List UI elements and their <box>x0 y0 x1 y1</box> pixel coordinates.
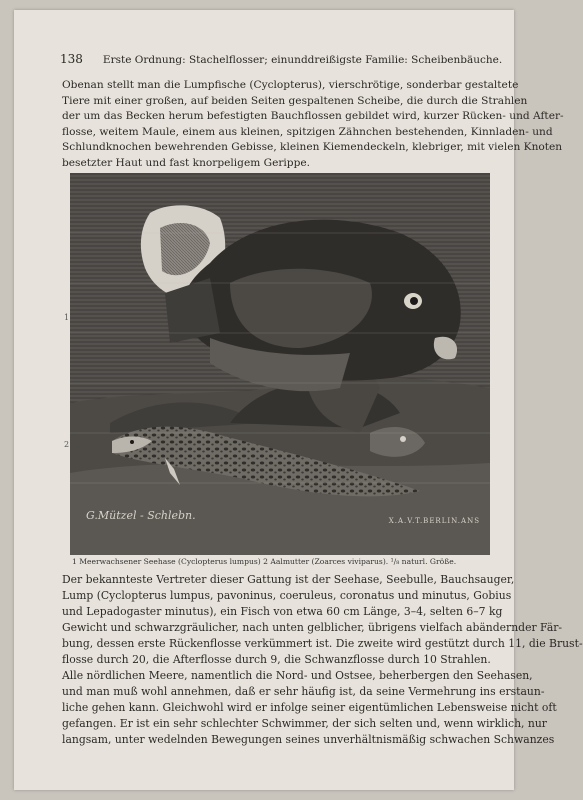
text-line: besetzter Haut und fast knorpeligem Gerippe. <box>62 156 311 169</box>
text-line: flosse, weitem Maule, einem aus kleinen, spitzigen Zähnchen bestehenden, Kinnladen- und <box>62 125 553 138</box>
text-line: flosse durch 20, die Afterflosse durch 9, die Schwanzflosse durch 10 Strahlen. <box>62 653 491 666</box>
text-line: Lump (Cyclopterus lumpus, pavoninus, coeruleus, coronatus und minutus, Gobius <box>62 589 512 602</box>
artist-signature: G.Mützel - Schlebn. <box>86 509 196 522</box>
text-line: und man muß wohl annehmen, daß er sehr häufig ist, da seine Vermehrung ins erstaun- <box>62 685 545 698</box>
text-line: der um das Becken herum befestigten Bauchflossen gebildet wird, kurzer Rücken- und After- <box>62 110 564 123</box>
engraving-illustration <box>70 173 490 555</box>
figure-caption: 1 Meerwachsener Seehase (Cyclopterus lumpus) 2 Aalmutter (Zoarces viviparus). ¹/₈ naturl. Größe. <box>72 557 457 566</box>
text-line: Alle nördlichen Meere, namentlich die Nord- und Ostsee, beherbergen den Seehasen, <box>62 669 533 682</box>
text-line: und Lepadogaster minutus), ein Fisch von etwa 60 cm Länge, 3–4, selten 6–7 kg <box>62 605 503 618</box>
running-title: Erste Ordnung: Stachelflosser; einunddreißigste Familie: Scheibenbäuche. <box>102 54 503 66</box>
book-page <box>14 10 583 790</box>
page-number: 138 <box>60 52 83 66</box>
text-line: bung, dessen erste Rückenflosse verkümmert ist. Die zweite wird gestützt durch 11, die Brust- <box>62 637 583 650</box>
figure-marker-2: 2 <box>64 440 70 449</box>
engraver-signature: X.A.V.T.BERLIN.ANS <box>388 517 480 525</box>
running-header <box>60 52 515 66</box>
text-line: Tiere mit einer großen, auf beiden Seiten gespaltenen Scheibe, die durch die Strahlen <box>62 94 528 107</box>
text-line: Schlundknochen bewehrenden Gebisse, kleinen Kiemendeckeln, klebriger, mit vielen Knoten <box>62 141 563 154</box>
intro-paragraph <box>62 78 564 172</box>
text-line: gefangen. Er ist ein sehr schlechter Schwimmer, der sich selten und, wenn wirklich, nur <box>62 717 547 730</box>
fish-engraving <box>70 173 490 555</box>
text-line: Der bekannteste Vertreter dieser Gattung ist der Seehase, Seebulle, Bauchsauger, <box>62 573 515 586</box>
text-line: Obenan stellt man die Lumpfische (Cyclopterus), vierschrötige, sonderbar gestaltete <box>62 79 519 91</box>
body-paragraph <box>62 572 583 748</box>
text-line: liche gehen kann. Gleichwohl wird er infolge seiner eigentümlichen Lebensweise nicht oft <box>62 701 557 714</box>
text-line: langsam, unter wedelnden Bewegungen seines unverhältnismäßig schwachen Schwanzes <box>62 733 555 746</box>
text-line: Gewicht und schwarzgräulicher, nach unten gelblicher, übrigens vielfach abändernder Fär- <box>62 621 563 634</box>
figure-marker-1: 1 <box>64 313 70 322</box>
